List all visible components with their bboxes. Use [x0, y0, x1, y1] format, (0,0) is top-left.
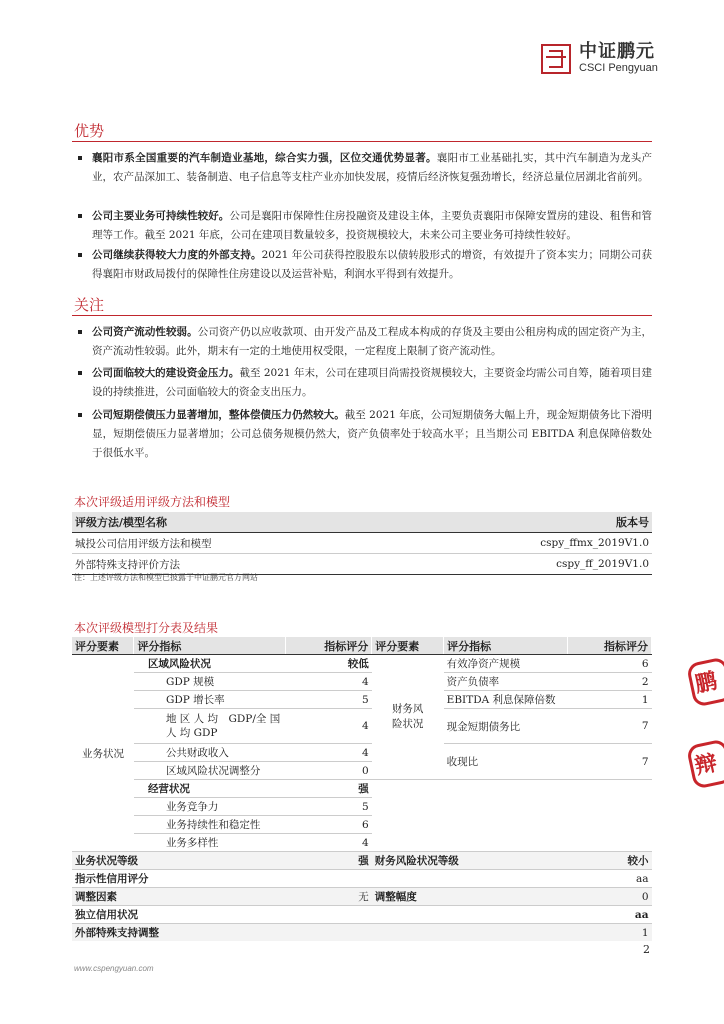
table-row: 业务状况 区域风险状况 较低 财务风险状况 有效净资产规模 6 [72, 655, 652, 673]
footer-url: www.cspengyuan.com [74, 964, 154, 973]
logo-cn: 中证鹏元 [579, 41, 655, 62]
score-table: 评分要素 评分指标 指标评分 评分要素 评分指标 指标评分 业务状况 区域风险状况 较低 财务风险状况 有效净资产规模 6 GDP 规模 4 资产负债率 2 GDP 增长率 5 EBITDA 利息保障倍数 1 地 区 人 均 GDP/全 国 人 均 GDP 4 现金短期债务比 7 公共财政收入 4 收现比 7 区域风险状况调整分 0 经营状况 强 业务竞争力 5 业务持续性和稳定性 6 业务多样性 4 业务状况等级 强 财务风险状况等级 较小 指示性信用评分 aa 调整因素 无 调整幅度 0 独立信用状况 aa 外部特殊支持调整 1 [72, 637, 652, 942]
right-group: 财务风险状况 [372, 655, 444, 780]
table-row: 业务多样性 4 [72, 834, 652, 852]
table-row: 经营状况 强 [72, 780, 652, 798]
advantage-item: 公司继续获得较大力度的外部支持。2021 年公司获得控股股东以债转股形式的增资，有效提升了资本实力；同期公司获得襄阳市财政局拨付的保障性住房建设以及运营补贴，利润水平得到有效提升。 [78, 246, 652, 284]
method-header-name: 评级方法/模型名称 [72, 512, 393, 533]
table-row: GDP 规模 4 资产负债率 2 [72, 673, 652, 691]
table-row: 地 区 人 均 GDP/全 国 人 均 GDP 4 现金短期债务比 7 [72, 709, 652, 744]
summary-row: 指示性信用评分 aa [72, 870, 652, 888]
concern-item: 公司面临较大的建设资金压力。截至 2021 年末，公司在建项目尚需投资规模较大，主要资金均需公司自筹，随着项目建设的持续推进，公司面临较大的资金支出压力。 [78, 364, 652, 402]
table-row: 公共财政收入 4 收现比 7 [72, 744, 652, 762]
advantage-item: 公司主要业务可持续性较好。公司是襄阳市保障性住房投融资及建设主体，主要负责襄阳市保障安置房的建设、租售和管理等工作。截至 2021 年底，公司在建项目数量较多，投资规模较大，未来公司主要业务可持续性较好。 [78, 207, 652, 245]
stamp-seal: 鹏 [686, 656, 724, 707]
concern-item: 公司资产流动性较弱。公司资产仍以应收款项、由开发产品及工程成本构成的存货及主要由公租房构成的固定资产为主，资产流动性较弱。此外，期末有一定的土地使用权受限，一定程度上限制了资产流动性。 [78, 323, 652, 361]
section-method: 本次评级适用评级方法和模型 [74, 495, 231, 509]
table-row: GDP 增长率 5 EBITDA 利息保障倍数 1 [72, 691, 652, 709]
logo-mark-icon [541, 44, 571, 74]
summary-row: 业务状况等级 强 财务风险状况等级 较小 [72, 852, 652, 870]
concern-item: 公司短期偿债压力显著增加，整体偿债压力仍然较大。截至 2021 年底，公司短期债务大幅上升，现金短期债务比下滑明显，短期偿债压力显著增加；公司总债务规模仍然大，资产负债率处于较高水平；且当期公司 EBITDA 利息保障倍数处于很低水平。 [78, 406, 652, 463]
method-header-version: 版本号 [393, 512, 652, 533]
company-logo [541, 42, 658, 75]
page-number: 2 [643, 943, 650, 956]
left-group: 业务状况 [72, 655, 134, 852]
advantage-item: 襄阳市系全国重要的汽车制造业基地，综合实力强，区位交通优势显著。襄阳市工业基础扎实，其中汽车制造为龙头产业，农产品深加工、装备制造、电子信息等支柱产业亦加快发展，疫情后经济恢复强劲增长，经济总量位居湖北省前列。 [78, 149, 652, 187]
table-row: 区域风险状况调整分 0 [72, 762, 652, 780]
section-concerns: 关注 [74, 296, 105, 314]
summary-row: 外部特殊支持调整 1 [72, 924, 652, 942]
section-advantages: 优势 [74, 122, 105, 140]
section-divider [72, 141, 652, 142]
method-note: 注：上述评级方法和模型已披露于中证鹏元官方网站 [74, 573, 258, 582]
table-row: 业务持续性和稳定性 6 [72, 816, 652, 834]
logo-en: CSCI Pengyuan [579, 62, 658, 74]
section-scoring: 本次评级模型打分表及结果 [74, 621, 219, 635]
summary-row: 独立信用状况 aa [72, 906, 652, 924]
method-table [72, 512, 652, 575]
section-divider [72, 315, 652, 316]
table-row: 外部特殊支持评价方法 cspy_ff_2019V1.0 [72, 554, 652, 575]
stamp-seal: 辩 [686, 738, 724, 789]
table-row: 城投公司信用评级方法和模型 cspy_ffmx_2019V1.0 [72, 533, 652, 554]
table-row: 业务竞争力 5 [72, 798, 652, 816]
summary-row: 调整因素 无 调整幅度 0 [72, 888, 652, 906]
